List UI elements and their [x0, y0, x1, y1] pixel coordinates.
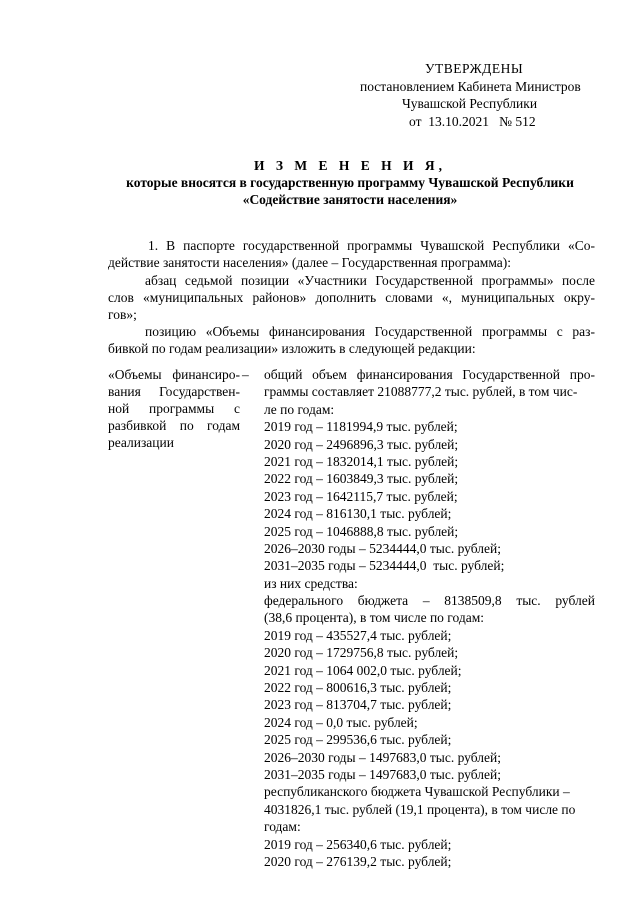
left-cell-line: [108, 366, 240, 383]
right-cell-word: финансирования: [356, 367, 453, 382]
right-cell-line: [264, 592, 595, 609]
funding-line: 2023 год – 813704,7 тыс. рублей;: [264, 697, 452, 713]
left-cell-word: по: [179, 418, 194, 433]
table-dash: –: [242, 367, 249, 382]
paragraph-line: бивкой по годам реализации» изложить в следующей редакции:: [108, 341, 476, 356]
approval-date-number: от 13.10.2021 № 512: [409, 113, 536, 129]
heading-program-name: «Содействие занятости населения»: [242, 192, 458, 207]
paragraph-line: гов»;: [108, 307, 137, 322]
funding-line: 2026–2030 годы – 1497683,0 тыс. рублей;: [264, 749, 501, 765]
funding-line: 2024 год – 0,0 тыс. рублей;: [264, 714, 418, 730]
right-cell-line: ле по годам:: [264, 401, 335, 417]
right-cell-word: федерального: [264, 593, 344, 609]
left-cell-word: с: [234, 401, 240, 416]
funding-line: 2021 год – 1064 002,0 тыс. рублей;: [264, 662, 462, 678]
funding-line: 2020 год – 2496896,3 тыс. рублей;: [264, 436, 459, 452]
document-heading: [100, 157, 600, 208]
funding-line: 2020 год – 276139,2 тыс. рублей;: [264, 853, 452, 869]
right-cell-word: Государственной: [462, 367, 561, 382]
paragraph-2: [108, 272, 595, 323]
left-cell-line: [108, 417, 240, 434]
paragraph-line: 1. В паспорте государственной программы Чувашской Республики «Со-: [148, 238, 595, 253]
right-cell-word: 8138509,8: [444, 593, 502, 609]
left-cell-word: разбивкой: [108, 418, 167, 433]
right-cell-word: бюджета: [357, 593, 409, 609]
left-cell-word: программы: [149, 401, 215, 416]
right-cell-word: рублей: [555, 593, 595, 609]
funding-line: 2024 год – 816130,1 тыс. рублей;: [264, 506, 452, 522]
paragraph-line: слов «муниципальных районов» дополнить словами «, муниципальных окру-: [108, 290, 595, 305]
paragraph-line: абзац седьмой позиции «Участники Государственной программы» после: [145, 273, 595, 288]
left-cell-word: вания: [108, 384, 141, 399]
right-cell-word: про-: [569, 367, 595, 382]
paragraph-line: позицию «Объемы финансирования Государственной программы с раз-: [145, 324, 595, 339]
right-cell-word: –: [422, 593, 430, 609]
left-cell-line: [108, 400, 240, 417]
funding-line: 2019 год – 256340,6 тыс. рублей;: [264, 836, 452, 852]
right-cell-line: республиканского бюджета Чувашской Республики –: [264, 784, 570, 800]
left-cell-word: годам: [207, 418, 240, 433]
heading-subtitle: которые вносятся в государственную программу Чувашской Республики: [126, 175, 574, 190]
funding-line: 2020 год – 1729756,8 тыс. рублей;: [264, 645, 459, 661]
paragraph-3: [108, 323, 595, 357]
funding-line: 2023 год – 1642115,7 тыс. рублей;: [264, 488, 458, 504]
left-cell-line: [108, 383, 240, 400]
paragraph-line: действие занятости населения» (далее – Государственная программа):: [108, 255, 512, 270]
funding-line: 2022 год – 1603849,3 тыс. рублей;: [264, 471, 459, 487]
approval-stamp: [340, 60, 590, 130]
table-left-cell: [108, 366, 240, 451]
table-right-cell: [264, 366, 595, 870]
right-cell-line: граммы составляет 21088777,2 тыс. рублей, в том чис-: [264, 384, 578, 400]
right-cell-line: (38,6 процента), в том числе по годам:: [264, 610, 485, 626]
left-cell-word: Государствен-: [159, 384, 240, 399]
approval-line: постановлением Кабинета Министров: [360, 78, 581, 94]
approval-line: Чувашской Республики: [402, 96, 538, 111]
left-cell-word: ной: [108, 401, 130, 416]
funding-line: 2031–2035 годы – 1497683,0 тыс. рублей;: [264, 766, 501, 782]
funding-line: из них средства:: [264, 575, 358, 591]
left-cell-word: реализации: [108, 435, 174, 450]
left-cell-word: финансиро-: [172, 367, 240, 382]
heading-title: И З М Е Н Е Н И Я,: [253, 158, 446, 173]
paragraph-1: [108, 237, 595, 271]
right-cell-word: объем: [312, 367, 347, 382]
funding-line: 2031–2035 годы – 5234444,0 тыс. рублей;: [264, 558, 505, 574]
approval-title: УТВЕРЖДЕНЫ: [425, 61, 524, 76]
funding-line: 2025 год – 1046888,8 тыс. рублей;: [264, 523, 459, 539]
funding-line: 2019 год – 435527,4 тыс. рублей;: [264, 627, 452, 643]
right-cell-line: 4031826,1 тыс. рублей (19,1 процента), в том числе по: [264, 801, 576, 817]
right-cell-word: общий: [264, 367, 303, 382]
left-cell-word: «Объемы: [108, 367, 162, 382]
funding-line: 2025 год – 299536,6 тыс. рублей;: [264, 732, 452, 748]
funding-line: 2019 год – 1181994,9 тыс. рублей;: [264, 419, 458, 435]
funding-line: 2021 год – 1832014,1 тыс. рублей;: [264, 453, 459, 469]
right-cell-word: тыс.: [516, 593, 541, 609]
right-cell-line: [264, 366, 595, 383]
funding-line: 2022 год – 800616,3 тыс. рублей;: [264, 680, 452, 696]
right-cell-line: годам:: [264, 819, 301, 835]
left-cell-line: [108, 434, 240, 451]
funding-line: 2026–2030 годы – 5234444,0 тыс. рублей;: [264, 540, 501, 556]
